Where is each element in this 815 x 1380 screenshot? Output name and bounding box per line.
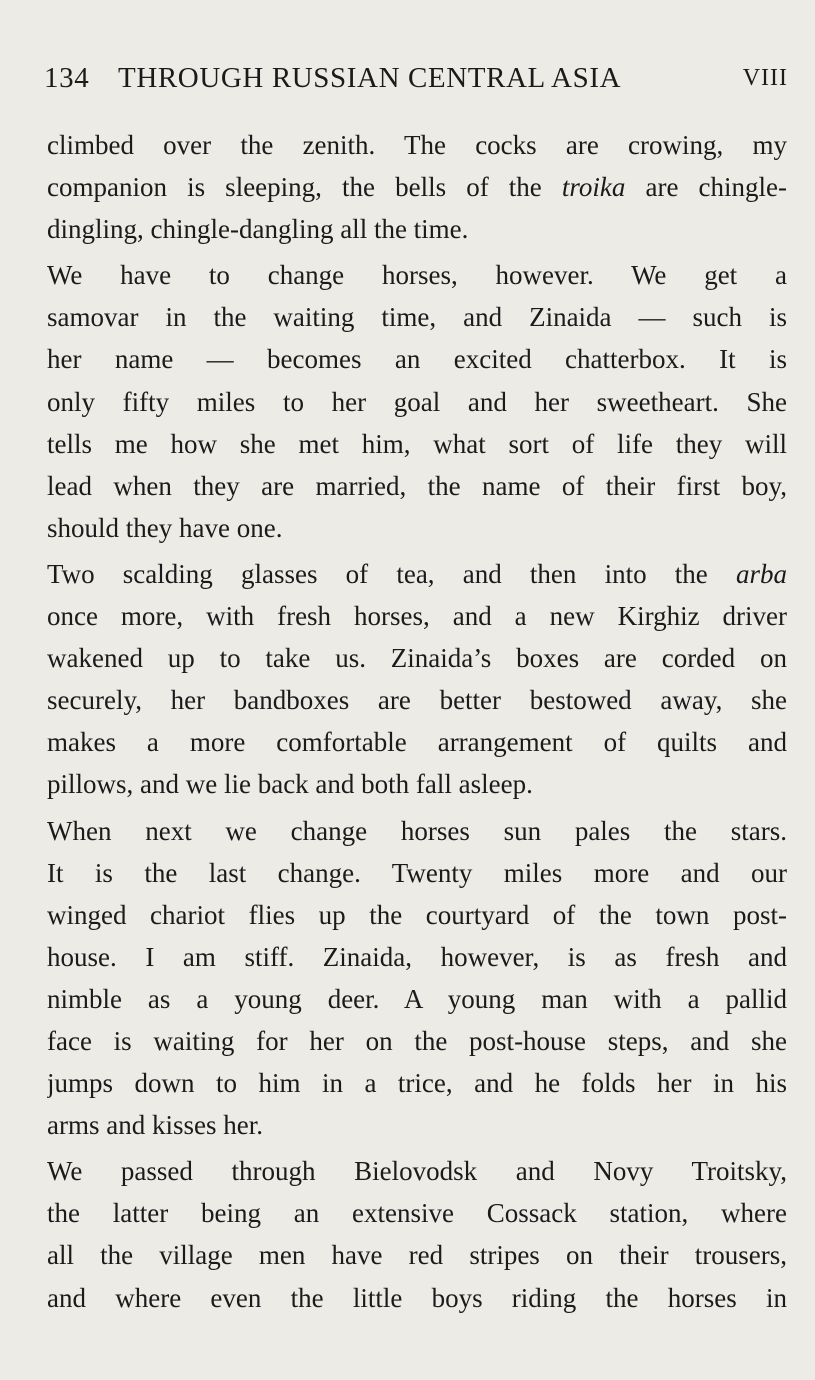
text-run: winged chariot flies up the courtyard of the town post- [47,899,787,930]
paragraph [47,1150,787,1318]
text-line [47,1234,787,1276]
text-line [47,338,787,380]
text-line [47,1192,787,1234]
text-line [47,936,787,978]
text-line [47,254,787,296]
text-line [47,852,787,894]
italic-term: arba [735,558,787,589]
text-line [47,553,787,595]
text-run: companion is sleeping, the bells of the [47,172,562,203]
text-run: nimble as a young deer. A young man with a pallid [47,983,787,1014]
text-run: It is the last change. Twenty miles more and our [47,857,787,888]
text-run: When next we change horses sun pales the stars. [47,815,787,846]
text-line [47,166,787,208]
text-line [47,595,787,637]
paragraph [47,810,787,1147]
text-line [47,423,787,465]
book-title: THROUGH RUSSIAN CENTRAL ASIA [118,62,622,94]
text-line [47,894,787,936]
text-run: lead when they are married, the name of their first boy, [47,470,787,501]
text-line [47,381,787,423]
text-run: arms and kisses her. [47,1110,263,1141]
text-run: should they have one. [47,512,283,543]
text-line [47,763,787,805]
text-run: pillows, and we lie back and both fall asleep. [47,769,533,800]
text-line [47,465,787,507]
text-line [47,124,787,166]
text-line [47,637,787,679]
text-line [47,296,787,338]
text-line [47,978,787,1020]
text-run: once more, with fresh horses, and a new Kirghiz driver [47,601,787,632]
text-run: face is waiting for her on the post-house steps, and she [47,1025,787,1056]
text-run: wakened up to take us. Zinaida’s boxes are corded on [47,643,787,674]
text-line [47,721,787,763]
text-run: the latter being an extensive Cossack station, where [47,1198,787,1229]
text-run: Two scalding glasses of tea, and then into the [47,558,736,589]
text-run: makes a more comfortable arrangement of quilts and [47,727,787,758]
text-run: her name — becomes an excited chatterbox. It is [47,344,787,375]
text-line [47,679,787,721]
text-line [47,208,787,250]
text-line [47,507,787,549]
text-run: We passed through Bielovodsk and Novy Troitsky, [47,1156,787,1187]
text-line [47,1150,787,1192]
text-line [47,810,787,852]
page-number: 134 [44,62,90,94]
text-line [47,1277,787,1319]
text-run: securely, her bandboxes are better bestowed away, she [47,685,787,716]
text-line [47,1020,787,1062]
body-text [47,124,787,1319]
italic-term: troika [561,172,626,203]
text-line [47,1062,787,1104]
text-run: are chingle- [625,172,787,203]
text-run: We have to change horses, however. We get a [47,260,787,291]
text-run: jumps down to him in a trice, and he folds her in his [47,1068,787,1099]
paragraph [47,124,787,250]
text-run: all the village men have red stripes on their trousers, [47,1240,787,1271]
text-run: tells me how she met him, what sort of life they will [47,428,787,459]
text-line [47,1104,787,1146]
text-run: dingling, chingle-dangling all the time. [47,214,469,245]
running-head [44,56,788,100]
text-run: climbed over the zenith. The cocks are crowing, my [47,130,787,160]
chapter-number: VIII [742,65,788,91]
text-run: and where even the little boys riding the horses in [47,1282,787,1313]
text-run: only fifty miles to her goal and her sweetheart. She [47,386,787,417]
text-run: house. I am stiff. Zinaida, however, is as fresh and [47,941,787,972]
paragraph [47,254,787,549]
text-run: samovar in the waiting time, and Zinaida — such is [47,302,787,333]
paragraph [47,553,787,806]
